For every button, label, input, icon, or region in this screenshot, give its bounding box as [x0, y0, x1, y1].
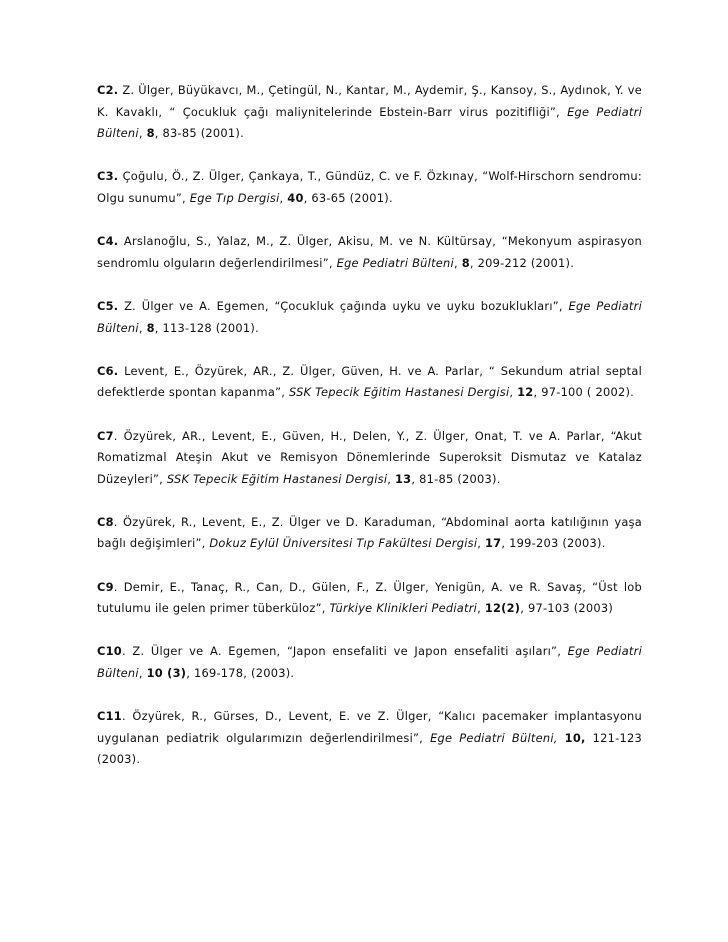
reference-pages-year: 121-123 (2003).: [97, 730, 643, 767]
reference-pages-year: , 81-85 (2003).: [411, 471, 501, 486]
reference-pages-year: , 199-203 (2003).: [501, 536, 606, 551]
reference-item-c3: [97, 166, 642, 209]
reference-journal: Dokuz Eylül Üniversitesi Tıp Fakültesi Dergisi: [209, 536, 478, 551]
reference-id: C2.: [97, 83, 119, 97]
reference-id: C6.: [97, 363, 119, 378]
reference-id: C9: [97, 579, 114, 594]
reference-authors-title: . Özyürek, R., Levent, E., Z. Ülger ve D. Karaduman, “Abdominal aorta katılığının yaşa bağlı değişimleri”,: [97, 514, 642, 551]
reference-volume: 40: [287, 190, 304, 205]
reference-journal: Ege Pediatri Bülteni: [336, 255, 454, 270]
reference-id: C5.: [97, 298, 119, 313]
reference-volume: 8: [146, 320, 155, 335]
reference-journal: Ege Pediatri Bülteni: [97, 104, 642, 141]
reference-separator: ,: [477, 601, 485, 616]
reference-separator: ,: [138, 320, 147, 335]
reference-separator: [558, 731, 565, 745]
reference-journal: SSK Tepecik Eğitim Hastanesi Dergisi: [166, 471, 388, 486]
reference-id: C11: [97, 709, 122, 724]
reference-journal: SSK Tepecik Eğitim Hastanesi Dergisi: [289, 385, 510, 400]
reference-journal: Ege Tıp Dergisi: [189, 190, 280, 205]
reference-id: C8: [97, 514, 114, 529]
reference-volume: 8: [146, 126, 155, 141]
reference-pages-year: , 83-85 (2001).: [154, 126, 244, 141]
reference-authors-title: . Özyürek, AR., Levent, E., Güven, H., Delen, Y., Z. Ülger, Onat, T. ve A. Parlar, “Akut Romatizmal Ateşin Akut ve Remisyon Dönemlerinde Superoksit Dismutaz ve Katalaz Düzeyleri”,: [97, 428, 642, 486]
reference-separator: ,: [387, 471, 395, 486]
reference-volume: 10 (3): [146, 666, 187, 681]
reference-authors-title: Çoğulu, Ö., Z. Ülger, Çankaya, T., Gündüz, C. ve F. Özkınay, “Wolf-Hirschorn sendromu: Olgu sunumu”,: [97, 169, 642, 205]
reference-volume: 8: [461, 255, 470, 270]
reference-authors-title: . Z. Ülger ve A. Egemen, “Japon ensefaliti ve Japon ensefaliti aşıları”,: [121, 644, 568, 659]
reference-journal: Ege Pediatri Bülteni: [97, 644, 642, 681]
reference-authors-title: . Demir, E., Tanaç, R., Can, D., Gülen, F., Z. Ülger, Yenigün, A. ve R. Savaş, “Üst lob tutulumu ile gelen primer tüberküloz”,: [97, 579, 642, 616]
reference-pages-year: , 97-100 ( 2002).: [533, 385, 635, 400]
reference-item-c11: [97, 706, 642, 771]
reference-volume: 12(2): [484, 601, 521, 616]
reference-id: C3.: [97, 169, 119, 184]
reference-id: C4.: [97, 234, 119, 249]
reference-item-c10: [97, 641, 642, 684]
reference-pages-year: , 113-128 (2001).: [154, 320, 259, 335]
reference-list: [97, 80, 642, 793]
reference-id: C7: [97, 428, 114, 443]
reference-authors-title: . Özyürek, R., Gürses, D., Levent, E. ve Z. Ülger, “Kalıcı pacemaker implantasyonu uygulanan pediatrik olgularımızın değerlendirilmesi”,: [97, 709, 642, 745]
reference-item-c9: [97, 577, 642, 620]
reference-journal: Ege Pediatri Bülteni: [97, 298, 642, 335]
reference-item-c7: [97, 426, 642, 491]
reference-item-c8: [97, 512, 642, 555]
reference-authors-title: Levent, E., Özyürek, AR., Z. Ülger, Güven, H. ve A. Parlar, “ Sekundum atrial septal defektlerde spontan kapanma”,: [97, 363, 642, 400]
reference-item-c2: [97, 80, 642, 145]
reference-pages-year: , 169-178, (2003).: [186, 666, 295, 681]
reference-separator: ,: [279, 190, 288, 205]
reference-pages-year: , 209-212 (2001).: [469, 255, 575, 270]
reference-pages-year: , 63-65 (2001).: [303, 190, 393, 205]
reference-item-c6: [97, 361, 642, 404]
reference-item-c4: [97, 231, 642, 274]
reference-authors-title: Z. Ülger ve A. Egemen, “Çocukluk çağında uyku ve uyku bozuklukları”,: [118, 298, 569, 313]
reference-pages-year: , 97-103 (2003): [520, 601, 614, 616]
reference-authors-title: Z. Ülger, Büyükavcı, M., Çetingül, N., Kantar, M., Aydemir, Ş., Kansoy, S., Aydınok, Y. ve K. Kavaklı, “ Çocukluk çağı maliynitelerinde Ebstein-Barr virus pozitifliği”,: [97, 83, 642, 119]
reference-item-c5: [97, 296, 642, 339]
reference-journal: Ege Pediatri Bülteni,: [430, 730, 558, 745]
reference-separator: ,: [138, 666, 147, 681]
reference-separator: ,: [477, 536, 485, 551]
reference-volume: 12: [517, 385, 534, 400]
reference-volume: 17: [485, 536, 502, 551]
reference-volume: 10,: [564, 730, 586, 745]
reference-authors-title: Arslanoğlu, S., Yalaz, M., Z. Ülger, Akisu, M. ve N. Kültürsay, “Mekonyum aspirasyon sendromlu olguların değerlendirilmesi”,: [97, 234, 642, 270]
reference-journal: Türkiye Klinikleri Pediatri: [329, 601, 478, 616]
reference-separator: ,: [509, 385, 518, 400]
reference-volume: 13: [395, 471, 412, 486]
reference-separator: ,: [453, 255, 462, 270]
reference-separator: ,: [138, 126, 147, 141]
reference-id: C10: [97, 644, 122, 659]
